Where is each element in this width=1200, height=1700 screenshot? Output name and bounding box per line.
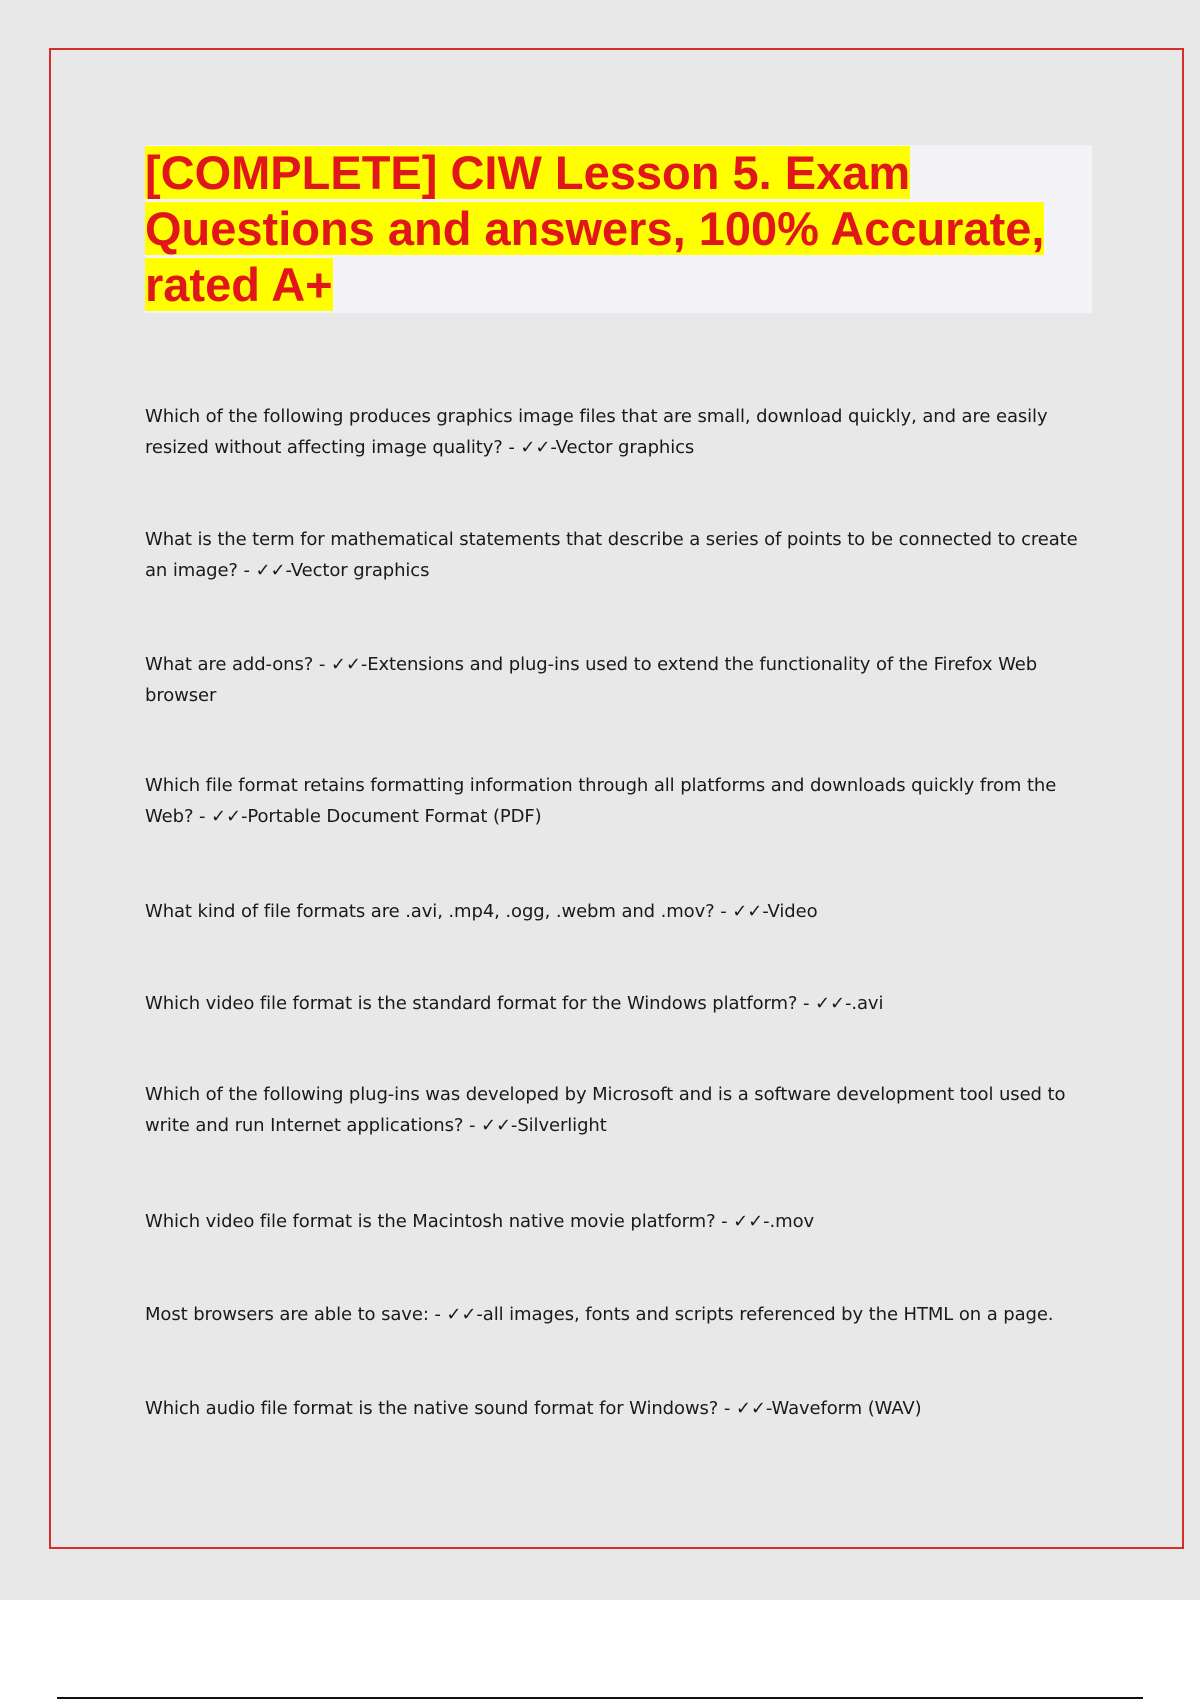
qa-text-line: Which of the following plug-ins was developed by Microsoft and is a software development tool used to [145, 1084, 1066, 1105]
document-title [145, 145, 1092, 313]
qa-item [145, 897, 1095, 928]
qa-item [145, 1394, 1095, 1425]
qa-text-line: Which video file format is the Macintosh native movie platform? - ✓✓-.mov [145, 1211, 815, 1232]
qa-item [145, 525, 1095, 586]
title-line-text: [COMPLETE] CIW Lesson 5. Exam [145, 146, 911, 199]
next-page-divider [57, 1697, 1143, 1699]
qa-text-line: resized without affecting image quality? - ✓✓-Vector graphics [145, 436, 695, 458]
title-line [145, 257, 1092, 313]
title-line [145, 201, 1092, 257]
qa-text-line: Most browsers are able to save: - ✓✓-all images, fonts and scripts referenced by the HTML on a page. [145, 1304, 1054, 1325]
qa-text-line: Which of the following produces graphics image files that are small, download quickly, and are easily [145, 406, 1048, 427]
qa-item [145, 989, 1095, 1020]
qa-text-line: What kind of file formats are .avi, .mp4, .ogg, .webm and .mov? - ✓✓-Video [145, 901, 818, 922]
qa-text-line: What are add-ons? - ✓✓-Extensions and plug-ins used to extend the functionality of the Firefox Web [145, 654, 1038, 675]
qa-text-line: Web? - ✓✓-Portable Document Format (PDF) [145, 805, 542, 827]
title-line-text: rated A+ [145, 258, 333, 311]
qa-item [145, 650, 1095, 711]
qa-text-line: Which file format retains formatting information through all platforms and downloads quickly from the [145, 775, 1057, 796]
qa-item [145, 1207, 1095, 1238]
title-line-text: Questions and answers, 100% Accurate, [145, 202, 1045, 255]
qa-item [145, 1080, 1095, 1141]
qa-text-line: browser [145, 684, 217, 706]
qa-text-line: write and run Internet applications? - ✓✓-Silverlight [145, 1114, 607, 1136]
title-line [145, 145, 1092, 201]
qa-item [145, 1300, 1095, 1331]
qa-text-line: What is the term for mathematical statements that describe a series of points to be connected to create [145, 529, 1078, 550]
qa-text-line: Which audio file format is the native sound format for Windows? - ✓✓-Waveform (WAV) [145, 1398, 922, 1419]
qa-text-line: Which video file format is the standard format for the Windows platform? - ✓✓-.avi [145, 993, 884, 1014]
qa-item [145, 402, 1095, 463]
qa-item [145, 771, 1095, 832]
qa-text-line: an image? - ✓✓-Vector graphics [145, 559, 430, 581]
